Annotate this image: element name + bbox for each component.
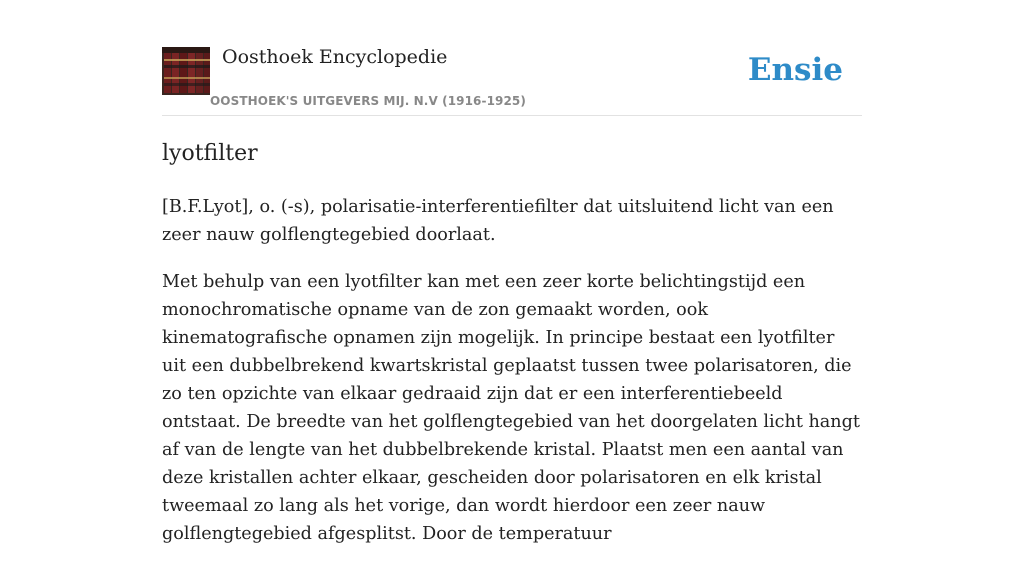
article-body: Met behulp van een lyotfilter kan met een zeer korte belichtingstijd een monochromatische opname van de zon gemaakt worden, ook kinematografische opnamen zijn mogelijk. In principe bestaat een lyotfilter uit een dubbelbrekend kwartskristal geplaatst tussen twee polarisatoren, die zo ten opzichte van elkaar gedraaid zijn dat er een interferentiebeeld ontstaat. De breedte van het golflengtegebied van het doorgelaten licht hangt af van de lengte van het dubbelbrekende kristal. Plaatst men een aantal van deze kristallen achter elkaar, gescheiden door polarisatoren en elk kristal tweemaal zo lang als het vorige, dan wordt hierdoor een zeer nauw golflengtegebied afgesplitst. Door de temperatuur [162, 272, 860, 544]
ensie-logo-link[interactable]: Ensie [747, 52, 843, 88]
article-definition: [B.F.Lyot], o. (-s), polarisatie-interferentiefilter dat uitsluitend licht van een zeer nauw golflengtegebied doorlaat. [162, 197, 834, 245]
header-divider [162, 115, 862, 116]
article-content [162, 140, 862, 567]
encyclopedia-books-icon [162, 47, 210, 95]
source-avatar[interactable] [162, 47, 210, 95]
article-title: lyotfilter [162, 141, 258, 166]
source-subtitle: OOSTHOEK'S UITGEVERS MIJ. N.V (1916-1925) [210, 94, 526, 108]
source-header [162, 46, 862, 116]
source-title[interactable]: Oosthoek Encyclopedie [222, 46, 448, 68]
